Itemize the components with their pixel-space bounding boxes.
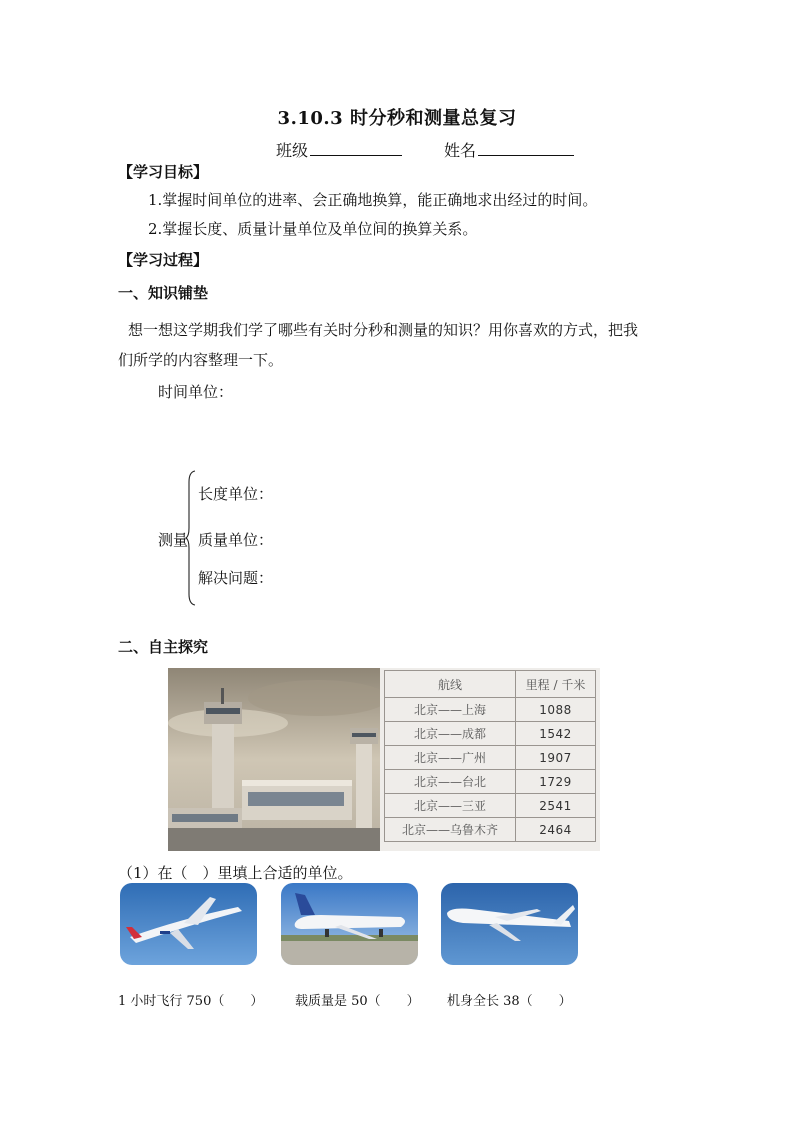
- distance-cell: 1088: [516, 698, 596, 722]
- class-label: 班级: [276, 141, 309, 160]
- solve-problems-label: 解决问题：: [198, 569, 274, 587]
- length-units-label: 长度单位：: [198, 485, 274, 503]
- table-row: [385, 698, 596, 722]
- table-header-cell: 航线: [385, 671, 516, 698]
- route-cell: 北京——上海: [385, 698, 516, 722]
- table-header-cell: 里程 / 千米: [516, 671, 596, 698]
- name-field[interactable]: [444, 138, 574, 161]
- name-blank[interactable]: [478, 141, 574, 156]
- caption-speed: 1 小时飞行 750（ ）: [118, 994, 264, 1009]
- question-1: （1）在（ ）里填上合适的单位。: [118, 864, 353, 882]
- measure-label: 测量: [158, 531, 189, 549]
- goal-item: 2.掌握长度、质量计量单位及单位间的换算关系。: [148, 220, 478, 238]
- distance-cell: 1729: [516, 770, 596, 794]
- table-row: [385, 818, 596, 842]
- route-distance-table: [380, 668, 600, 851]
- class-field[interactable]: [276, 138, 402, 161]
- route-cell: 北京——三亚: [385, 794, 516, 818]
- table-row: [385, 794, 596, 818]
- class-blank[interactable]: [310, 141, 402, 156]
- route-cell: 北京——台北: [385, 770, 516, 794]
- mass-units-label: 质量单位：: [198, 531, 274, 549]
- table-row: [385, 746, 596, 770]
- section2-heading: 二、自主探究: [118, 638, 209, 656]
- route-cell: 北京——成都: [385, 722, 516, 746]
- table-row: [385, 722, 596, 746]
- airplane-photo: [120, 883, 257, 965]
- goals-heading: 【学习目标】: [118, 163, 209, 181]
- process-heading: 【学习过程】: [118, 251, 209, 269]
- table-row: [385, 770, 596, 794]
- section1-heading: 一、知识铺垫: [118, 284, 209, 302]
- goal-item: 1.掌握时间单位的进率、会正确地换算，能正确地求出经过的时间。: [148, 191, 598, 209]
- section1-paragraph-line1: 想一想这学期我们学了哪些有关时分秒和测量的知识？用你喜欢的方式，把我: [128, 321, 639, 339]
- airport-tower-photo: [168, 668, 380, 851]
- section1-paragraph-line2: 们所学的内容整理一下。: [118, 351, 284, 369]
- route-cell: 北京——乌鲁木齐: [385, 818, 516, 842]
- route-cell: 北京——广州: [385, 746, 516, 770]
- distance-cell: 2541: [516, 794, 596, 818]
- page-title: 3.10.3 时分秒和测量总复习: [277, 108, 517, 129]
- time-units-label: 时间单位：: [158, 383, 234, 401]
- table-header-row: [385, 671, 596, 698]
- airplane-photo: [281, 883, 418, 965]
- name-label: 姓名: [444, 141, 477, 160]
- airplane-photo: [441, 883, 578, 965]
- caption-load: 载质量是 50（ ）: [295, 994, 420, 1009]
- caption-length: 机身全长 38（ ）: [447, 994, 572, 1009]
- distance-cell: 2464: [516, 818, 596, 842]
- distance-cell: 1542: [516, 722, 596, 746]
- distance-cell: 1907: [516, 746, 596, 770]
